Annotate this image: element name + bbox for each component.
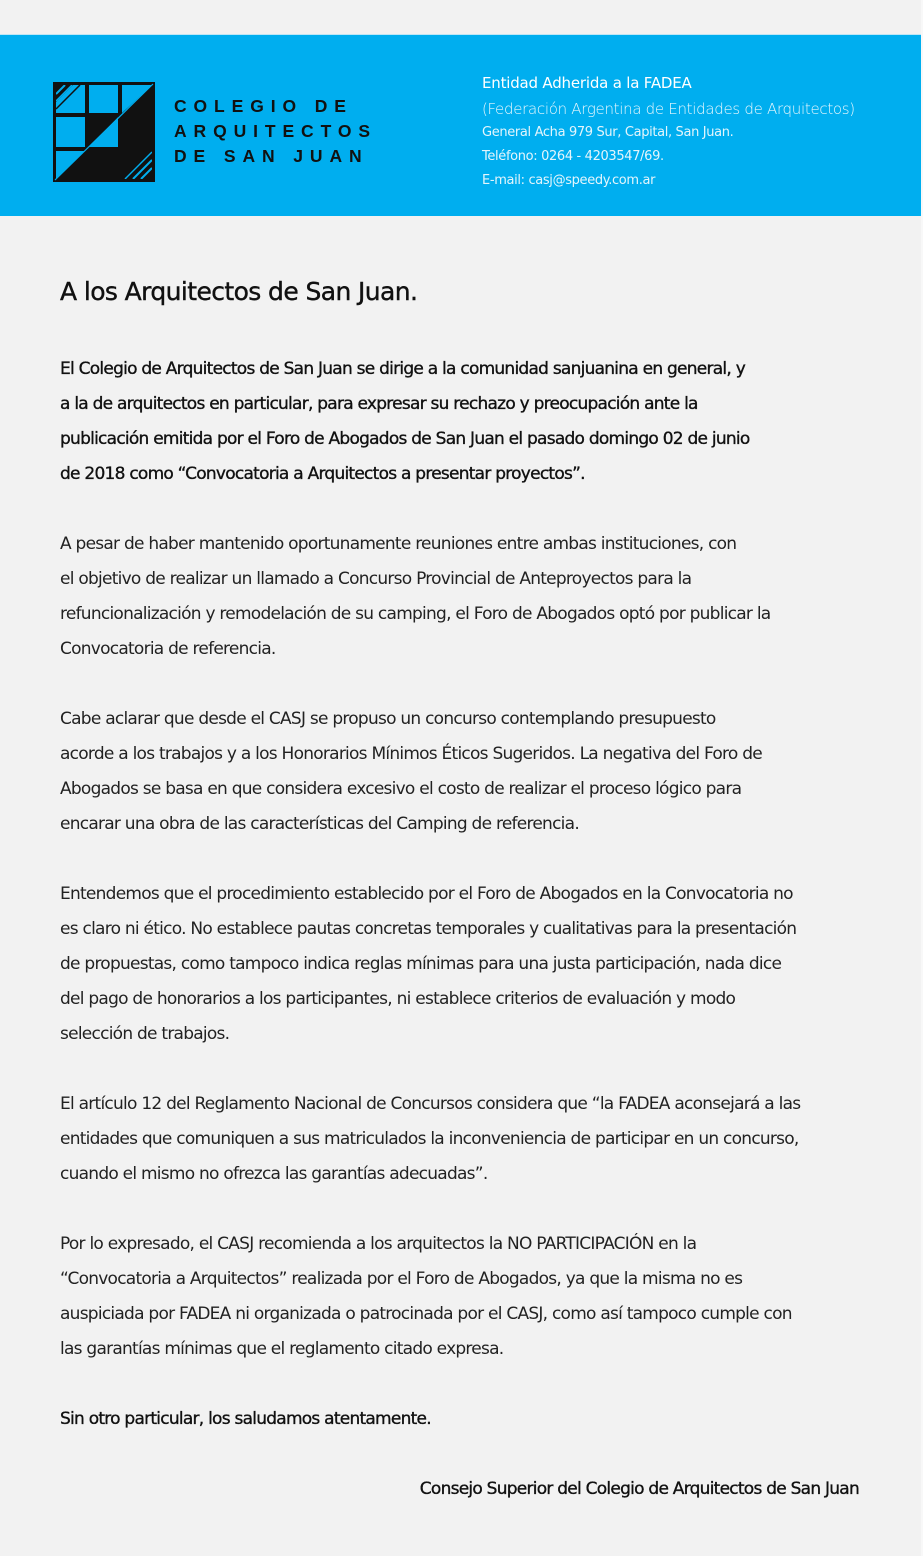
paragraph-procedure (60, 877, 796, 1052)
paragraph-line: es claro ni ético. No establece pautas concretas temporales y cualitativas para la presentación (60, 919, 797, 939)
paragraph-line: de propuestas, como tampoco indica reglas mínimas para una justa participación, nada dice (60, 954, 782, 974)
organization-name-line-2: ARQUITECTOS (174, 121, 377, 141)
paragraph-recommendation (60, 1227, 792, 1367)
email-text: E-mail: casj@speedy.com.ar (482, 173, 656, 188)
paragraph-line: auspiciada por FADEA ni organizada o patrocinada por el CASJ, como así tampoco cumple con (60, 1304, 792, 1324)
paragraph-line: refuncionalización y remodelación de su camping, el Foro de Abogados optó por publicar la (60, 604, 771, 624)
closing-salutation (60, 1402, 431, 1437)
paragraph-line: a la de arquitectos en particular, para expresar su rechazo y preocupación ante la (60, 394, 698, 414)
letterhead-banner (0, 34, 921, 216)
paragraph-line: “Convocatoria a Arquitectos” realizada por el Foro de Abogados, ya que la misma no es (60, 1269, 743, 1289)
paragraph-line: selección de trabajos. (60, 1024, 230, 1044)
paragraph-line: Convocatoria de referencia. (60, 639, 276, 659)
paragraph-line: entidades que comuniquen a sus matriculados la inconveniencia de participar en un concurso, (60, 1129, 799, 1149)
paragraph-line: acorde a los trabajos y a los Honorarios Mínimos Éticos Sugeridos. La negativa del Foro de (60, 744, 762, 764)
paragraph-line: Entendemos que el procedimiento establecido por el Foro de Abogados en la Convocatoria no (60, 884, 793, 904)
paragraph-line: encarar una obra de las características del Camping de referencia. (60, 814, 579, 834)
entity-label: Entidad Adherida a la FADEA (482, 74, 692, 92)
letter-title: A los Arquitectos de San Juan. (60, 277, 418, 306)
paragraph-line: Abogados se basa en que considera excesivo el costo de realizar el proceso lógico para (60, 779, 742, 799)
paragraph-line: el objetivo de realizar un llamado a Concurso Provincial de Anteproyectos para la (60, 569, 692, 589)
address-text: General Acha 979 Sur, Capital, San Juan. (482, 125, 734, 140)
paragraph-line: El Colegio de Arquitectos de San Juan se dirige a la comunidad sanjuanina en general, y (60, 359, 745, 379)
organization-name-line-1: COLEGIO DE (174, 96, 353, 116)
letter-body (60, 270, 870, 1499)
paragraph-intro (60, 352, 750, 492)
paragraph-line: El artículo 12 del Reglamento Nacional de Concursos considera que “la FADEA aconsejará a las (60, 1094, 801, 1114)
organization-name (174, 94, 377, 169)
paragraph-background (60, 527, 770, 667)
signature: Consejo Superior del Colegio de Arquitectos de San Juan (419, 1479, 859, 1499)
paragraph-line: de 2018 como “Convocatoria a Arquitectos a presentar proyectos”. (60, 464, 585, 484)
paragraph-line: cuando el mismo no ofrezca las garantías adecuadas”. (60, 1164, 488, 1184)
phone-text: Teléfono: 0264 - 4203547/69. (482, 149, 664, 164)
paragraph-regulation (60, 1087, 800, 1192)
casj-logo-icon (53, 82, 155, 182)
paragraph-clarification (60, 702, 762, 842)
paragraph-line: Cabe aclarar que desde el CASJ se propuso un concurso contemplando presupuesto (60, 709, 716, 729)
paragraph-line: Sin otro particular, los saludamos atentamente. (60, 1409, 431, 1429)
paragraph-line: A pesar de haber mantenido oportunamente reuniones entre ambas instituciones, con (60, 534, 737, 554)
federation-label: (Federación Argentina de Entidades de Arquitectos) (482, 100, 855, 118)
contact-block (482, 71, 855, 193)
paragraph-line: Por lo expresado, el CASJ recomienda a los arquitectos la NO PARTICIPACIÓN en la (60, 1234, 697, 1254)
paragraph-line: las garantías mínimas que el reglamento citado expresa. (60, 1339, 504, 1359)
paragraph-line: publicación emitida por el Foro de Abogados de San Juan el pasado domingo 02 de junio (60, 429, 750, 449)
paragraph-line: del pago de honorarios a los participantes, ni establece criterios de evaluación y modo (60, 989, 736, 1009)
organization-name-line-3: DE SAN JUAN (174, 146, 369, 166)
